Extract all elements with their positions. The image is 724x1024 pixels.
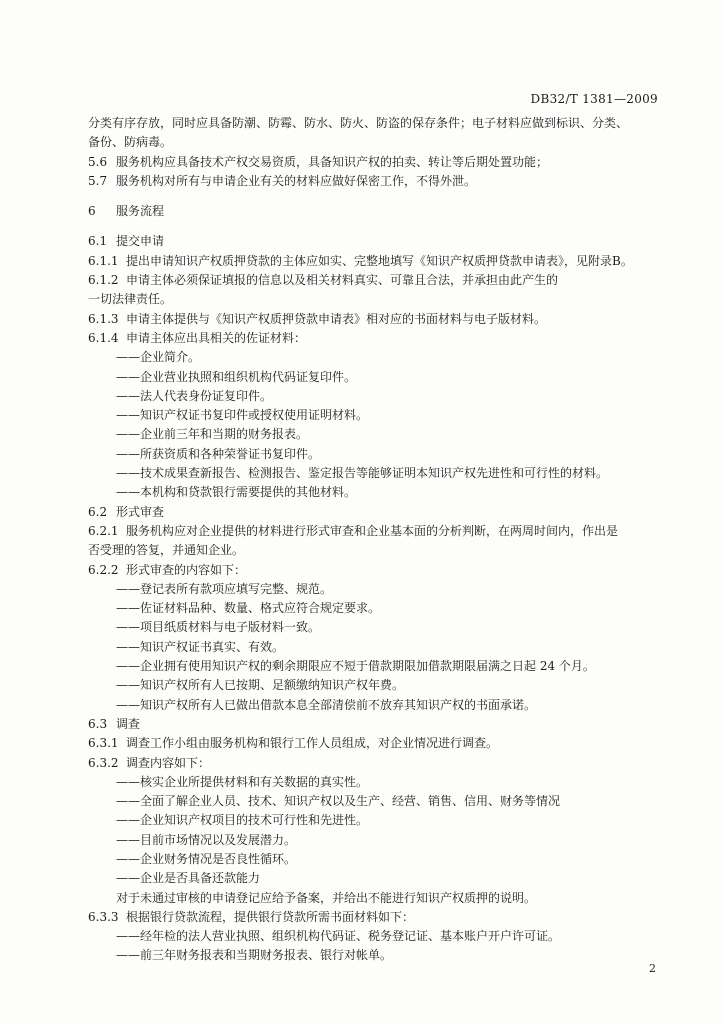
clause-number: 6.1.2 <box>88 273 119 288</box>
clause-line <box>88 715 660 734</box>
list-item <box>88 599 660 618</box>
clause-text: ——企业财务情况是否良性循环。 <box>116 851 297 866</box>
clause-line <box>88 503 660 522</box>
clause-text: 申请主体提供与《知识产权质押贷款申请表》相对应的书面材料与电子版材料。 <box>126 311 547 326</box>
clause-line <box>88 252 660 271</box>
clause-number: 6.3.3 <box>88 909 119 924</box>
list-item <box>88 946 660 965</box>
clause-text: 分类有序存放，同时应具备防潮、防霉、防水、防火、防盗的保存条件；电子材料应做到标识、分类、 <box>88 116 629 130</box>
clause-number: 6.1.1 <box>88 253 119 268</box>
document-body <box>88 114 660 966</box>
clause-line <box>88 271 660 290</box>
list-item <box>88 464 660 483</box>
clause-text: 形式审查 <box>116 504 165 519</box>
clause-line <box>88 202 660 221</box>
paragraph-gap <box>88 191 660 202</box>
list-item <box>88 618 660 637</box>
document-code: DB32/T 1381—2009 <box>530 92 658 106</box>
clause-line <box>88 522 660 541</box>
clause-text: 服务机构应对企业提供的材料进行形式审查和企业基本面的分析判断，在两周时间内，作出是 <box>126 523 619 538</box>
clause-text: 服务流程 <box>116 204 165 219</box>
clause-text: ——技术成果查新报告、检测报告、鉴定报告等能够证明本知识产权先进性和可行性的材料。 <box>116 466 609 481</box>
clause-text: 申请主体应出具相关的佐证材料： <box>126 330 307 345</box>
clause-text: ——企业前三年和当期的财务报表。 <box>116 427 309 442</box>
clause-text: ——所获资质和各种荣誉证书复印件。 <box>116 446 321 461</box>
clause-text: 根据银行贷款流程，提供银行贷款所需书面材料如下： <box>126 909 415 924</box>
clause-text: 提交申请 <box>116 234 165 249</box>
clause-text: ——企业知识产权项目的技术可行性和先进性。 <box>116 813 369 828</box>
clause-number: 6.2 <box>88 504 108 519</box>
list-item <box>88 889 660 908</box>
clause-text: ——核实企业所提供材料和有关数据的真实性。 <box>116 774 369 789</box>
clause-text: ——佐证材料品种、数量、格式应符合规定要求。 <box>116 601 381 616</box>
list-item <box>88 445 660 464</box>
clause-text: 否受理的答复，并通知企业。 <box>88 543 245 558</box>
page-number: 2 <box>649 962 656 975</box>
clause-number: 6.1.3 <box>88 311 119 326</box>
clause-line <box>88 561 660 580</box>
clause-line <box>88 908 660 927</box>
clause-number: 5.7 <box>88 173 108 188</box>
clause-text: ——企业拥有使用知识产权的剩余期限应不短于借款期限加借款期限届满之日起 24 个月。 <box>116 659 595 674</box>
clause-line <box>88 232 660 251</box>
list-item <box>88 483 660 502</box>
list-item <box>88 425 660 444</box>
clause-line <box>88 329 660 348</box>
clause-text: 备份、防病毒。 <box>88 135 173 150</box>
clause-text: ——知识产权证书真实、有效。 <box>116 639 285 654</box>
list-item <box>88 831 660 850</box>
list-item <box>88 638 660 657</box>
clause-text: ——企业营业执照和组织机构代码证复印件。 <box>116 369 357 384</box>
clause-number: 6.2.1 <box>88 523 119 538</box>
clause-text: 服务机构对所有与申请企业有关的材料应做好保密工作，不得外泄。 <box>116 173 477 188</box>
clause-number: 6.1 <box>88 234 108 249</box>
text-line <box>88 290 660 309</box>
clause-line <box>88 310 660 329</box>
clause-text: 申请主体必须保证填报的信息以及相关材料真实、可靠且合法，并承担由此产生的 <box>126 273 559 288</box>
clause-text: ——全面了解企业人员、技术、知识产权以及生产、经营、销售、信用、财务等情况 <box>116 794 561 809</box>
list-item <box>88 580 660 599</box>
list-item <box>88 348 660 367</box>
clause-text: 调查内容如下： <box>126 755 211 770</box>
list-item <box>88 927 660 946</box>
clause-number: 6.1.4 <box>88 330 119 345</box>
list-item <box>88 811 660 830</box>
list-item <box>88 657 660 676</box>
clause-number: 6.3 <box>88 716 108 731</box>
clause-text: 形式审查的内容如下： <box>126 562 247 577</box>
clause-text: ——本机构和贷款银行需要提供的其他材料。 <box>116 485 357 500</box>
text-line <box>88 541 660 560</box>
clause-line <box>88 754 660 773</box>
clause-number: 6 <box>88 204 96 219</box>
clause-text: ——企业简介。 <box>116 350 201 365</box>
clause-text: ——前三年财务报表和当期财务报表、银行对帐单。 <box>116 948 393 963</box>
clause-text: ——知识产权所有人已按期、足额缴纳知识产权年费。 <box>116 678 405 693</box>
text-line <box>88 114 660 133</box>
text-line <box>88 133 660 152</box>
clause-text: ——知识产权所有人已做出借款本息全部清偿前不放弃其知识产权的书面承诺。 <box>116 697 537 712</box>
clause-number: 6.3.2 <box>88 755 119 770</box>
clause-text: ——经年检的法人营业执照、组织机构代码证、税务登记证、基本账户开户许可证。 <box>116 929 561 944</box>
paragraph-gap <box>88 221 660 232</box>
list-item <box>88 850 660 869</box>
clause-text: 调查 <box>116 716 141 731</box>
clause-line <box>88 172 660 191</box>
clause-text: ——法人代表身份证复印件。 <box>116 388 273 403</box>
clause-line <box>88 734 660 753</box>
list-item <box>88 368 660 387</box>
clause-text: 一切法律责任。 <box>88 292 173 307</box>
list-item <box>88 387 660 406</box>
clause-text: ——企业是否具备还款能力 <box>116 871 261 886</box>
clause-text: ——登记表所有款项应填写完整、规范。 <box>116 581 333 596</box>
clause-text: 提出申请知识产权质押贷款的主体应如实、完整地填写《知识产权质押贷款申请表》，见附录B。 <box>126 253 633 268</box>
clause-text: ——项目纸质材料与电子版材料一致。 <box>116 620 321 635</box>
clause-text: 调查工作小组由服务机构和银行工作人员组成，对企业情况进行调查。 <box>126 736 499 751</box>
list-item <box>88 406 660 425</box>
clause-line <box>88 153 660 172</box>
clause-text: 服务机构应具备技术产权交易资质，具备知识产权的拍卖、转让等后期处置功能； <box>116 154 549 169</box>
list-item <box>88 869 660 888</box>
list-item <box>88 696 660 715</box>
clause-number: 6.2.2 <box>88 562 119 577</box>
list-item <box>88 792 660 811</box>
clause-number: 5.6 <box>88 154 108 169</box>
list-item <box>88 676 660 695</box>
clause-text: ——知识产权证书复印件或授权使用证明材料。 <box>116 408 369 423</box>
clause-number: 6.3.1 <box>88 736 119 751</box>
list-item <box>88 773 660 792</box>
clause-text: 对于未通过审核的申请登记应给予备案，并给出不能进行知识产权质押的说明。 <box>116 890 537 905</box>
clause-text: ——目前市场情况以及发展潜力。 <box>116 832 297 847</box>
